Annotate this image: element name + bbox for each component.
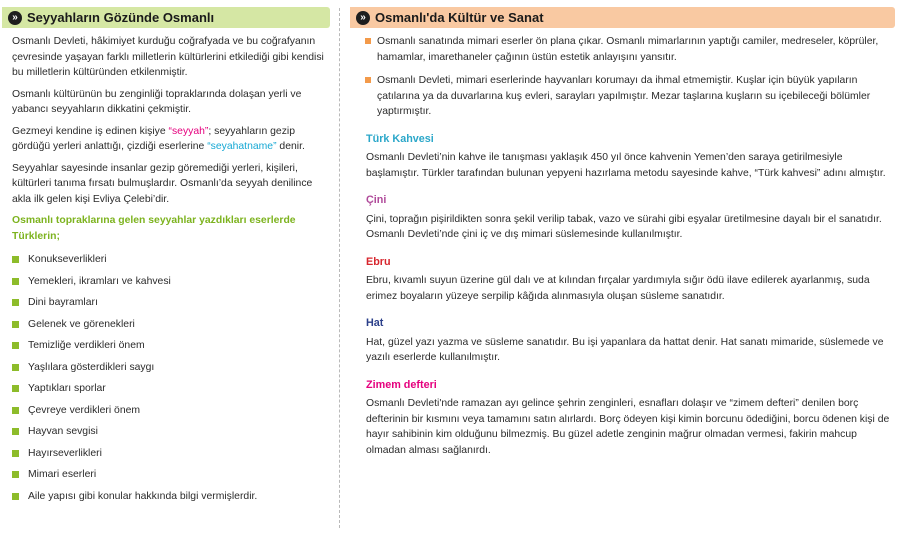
body-turk-kahvesi: Osmanlı Devleti’nin kahve ile tanışması yaklaşık 450 yıl önce kahvenin Yemen’den saraya getirilmesiyle başlamıştır. Türkler tarafından bulunan yepyeni hazırlama metodu sayesinde kahve, “Türk kahvesi” adını almıştır. <box>366 152 886 179</box>
list-item: Yaşlılara gösterdikleri saygı <box>12 360 330 382</box>
right-bullet <box>350 34 895 65</box>
p3-text-b: ; seyyahların gezip gördüğü yerleri anlattığı, çizdiği eserlerine <box>12 125 295 152</box>
list-item: Gelenek ve görenekleri <box>12 317 330 339</box>
left-section-header <box>2 7 330 28</box>
term-seyyah: “seyyah” <box>168 125 209 137</box>
list-item: Aile yapısı gibi konular hakkında bilgi vermişlerdir. <box>12 489 330 511</box>
right-bullet-text: Osmanlı Devleti, mimari eserlerinde hayvanları korumayı da ihmal etmemiştir. Kuşlar için büyük yapıların çatılarına ya da duvarlarına kuş evleri, sarayları yapılmıştır. Mezar taşlarına kuşların su içebileceği bölümler yaptırmıştır. <box>377 75 871 117</box>
right-section-header <box>350 7 895 28</box>
square-bullet-icon <box>365 38 371 44</box>
heading-hat: Hat <box>366 317 384 329</box>
left-column <box>0 0 330 510</box>
right-bullet-text: Osmanlı sanatında mimari eserler ön plana çıkar. Osmanlı mimarlarının yaptığı camiler, medreseler, köprüler, hamamlar, imarethaneler çağının üstün estetik anlayışını yansıtır. <box>377 36 879 63</box>
p3-text-c: denir. <box>276 141 305 152</box>
left-paragraph-1: Osmanlı Devleti, hâkimiyet kurduğu coğrafyada ve bu coğrafyanın çevresinde yaşayan farklı milletlerin kültürlerini etkilediği gibi kendisi bu milletlerin kültüründen etkilenmiştir. <box>12 36 324 78</box>
list-item: Çevreye verdikleri önem <box>12 403 330 425</box>
body-cini: Çini, toprağın pişirildikten sonra şekil verilip tabak, vazo ve sürahi gibi eşyalar üretilmesine dayalı bir el sanatıdır. Osmanlı Devleti’nde çini iç ve dış mimari süslemesinde kullanılmıştır. <box>366 213 882 240</box>
topics-list <box>0 252 330 510</box>
left-paragraph-4: Seyyahlar sayesinde insanlar gezip göremediği yerleri, kişileri, kültürleri tanıma fırsatı bulmuşlardır. Osmanlı’da seyyah denilince akla ilk gelen kişi Evliya Çelebi’dir. <box>12 162 313 205</box>
square-bullet-icon <box>365 77 371 83</box>
list-heading: Osmanlı topraklarına gelen seyyahlar yazdıkları eserlerde Türklerin; <box>12 215 296 242</box>
body-ebru: Ebru, kıvamlı suyun üzerine gül dalı ve at kılından fırçalar yardımıyla sığır ödü ilave edilerek ayarlanmış, suda erimez boyaların yüzeye serpilip kâğıda alınmasıyla oluşan süsleme sanatıdır. <box>366 275 870 302</box>
list-item: Temizliğe verdikleri önem <box>12 338 330 360</box>
list-item: Yaptıkları sporlar <box>12 381 330 403</box>
column-divider <box>339 8 340 528</box>
left-paragraph-3 <box>0 124 330 155</box>
right-bullet <box>350 73 895 120</box>
double-chevron-right-icon: » <box>356 11 370 25</box>
list-item: Yemekleri, ikramları ve kahvesi <box>12 274 330 296</box>
list-item: Mimari eserleri <box>12 467 330 489</box>
list-item: Dini bayramları <box>12 295 330 317</box>
heading-cini: Çini <box>366 194 387 206</box>
list-item: Hayvan sevgisi <box>12 424 330 446</box>
p3-text-a: Gezmeyi kendine iş edinen kişiye <box>12 125 169 137</box>
left-paragraph-2: Osmanlı kültürünün bu zenginliği topraklarında dolaşan yerli ve yabancı seyyahların dikkatini çekmiştir. <box>12 88 302 115</box>
body-hat: Hat, güzel yazı yazma ve süsleme sanatıdır. Bu işi yapanlara da hattat denir. Hat sanatı mimaride, süslemede ve yazılı eserlerde kullanılmıştır. <box>366 336 884 363</box>
heading-ebru: Ebru <box>366 255 391 268</box>
right-section-title: Osmanlı'da Kültür ve Sanat <box>375 10 544 25</box>
heading-zimem-defteri: Zimem defteri <box>366 378 437 391</box>
left-section-title: Seyyahların Gözünde Osmanlı <box>27 10 215 25</box>
right-column <box>350 0 895 464</box>
list-item: Konukseverlikleri <box>12 252 330 274</box>
term-seyahatname: “seyahatname” <box>207 141 277 152</box>
body-zimem-defteri: Osmanlı Devleti'nde ramazan ayı gelince şehrin zenginleri, esnafları dolaşır ve “zimem defteri” denilen borç defterinin bir kısmını veya tamamını satın alırlardı. Borç ödeyen kişi kimin borcunu ödediğini, borcu ödenen kişi de hayır sahibinin kim olduğunu bilmezmiş. Bu güzel adetle zenginin mağrur olmadan vermesi, fakirin mahcup olmadan alması sağlanırdı. <box>366 398 890 456</box>
heading-turk-kahvesi: Türk Kahvesi <box>366 132 434 145</box>
double-chevron-right-icon: » <box>8 11 22 25</box>
list-item: Hayırseverlikleri <box>12 446 330 468</box>
